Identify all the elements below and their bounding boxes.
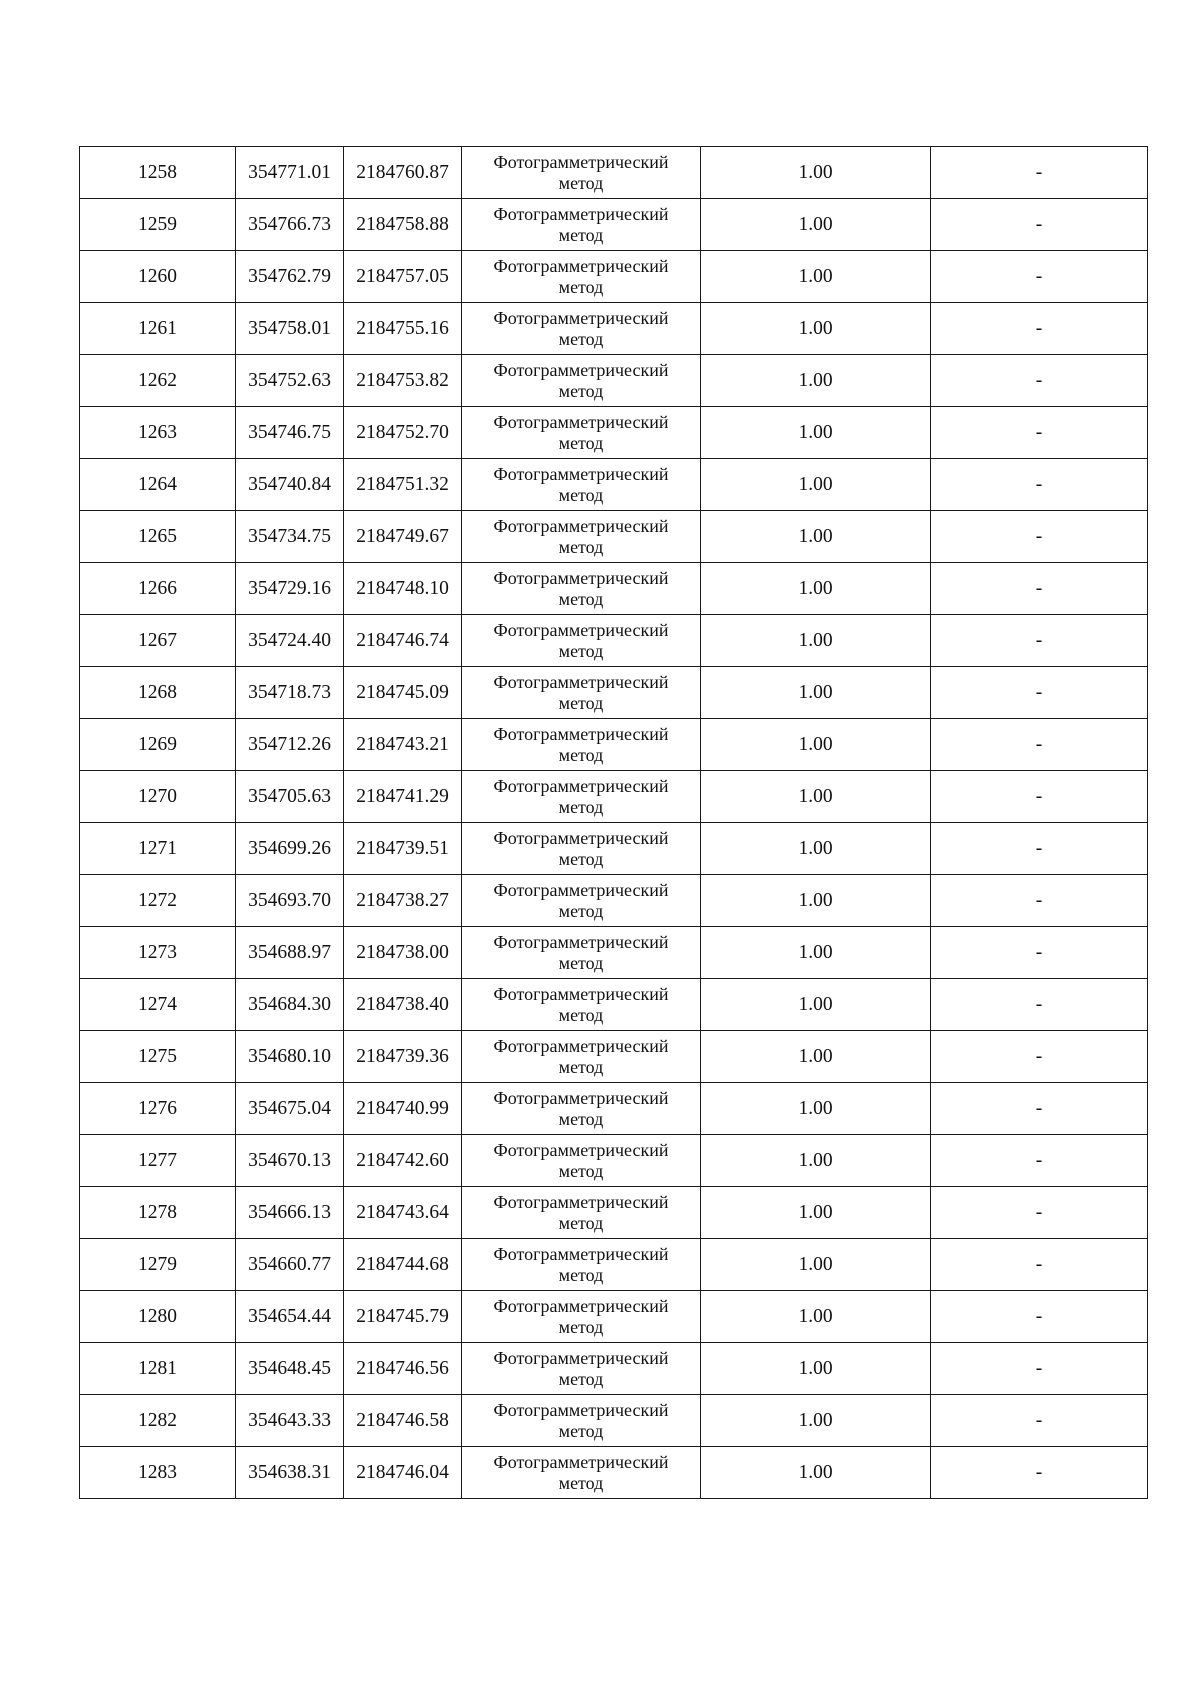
method-line-1: Фотограмметрический (493, 983, 669, 1004)
method-line-2: метод (558, 1368, 604, 1389)
x-coordinate-cell: 354666.13 (236, 1187, 344, 1239)
note-cell: - (931, 251, 1148, 303)
method-line-2: метод (558, 952, 604, 973)
point-number-cell: 1277 (80, 1135, 236, 1187)
table-row (80, 303, 1148, 355)
method-line-1: Фотограмметрический (493, 619, 669, 640)
method-line-1: Фотограмметрический (493, 775, 669, 796)
y-coordinate-cell: 2184757.05 (344, 251, 462, 303)
method-cell (462, 615, 701, 667)
method-cell (462, 1291, 701, 1343)
note-cell: - (931, 511, 1148, 563)
table-row (80, 875, 1148, 927)
note-cell: - (931, 407, 1148, 459)
method-line-2: метод (558, 172, 604, 193)
point-number-cell: 1260 (80, 251, 236, 303)
method-line-1: Фотограмметрический (493, 463, 669, 484)
x-coordinate-cell: 354654.44 (236, 1291, 344, 1343)
accuracy-cell: 1.00 (701, 407, 931, 459)
point-number-cell: 1280 (80, 1291, 236, 1343)
accuracy-cell: 1.00 (701, 771, 931, 823)
table-row (80, 1343, 1148, 1395)
method-line-1: Фотограмметрический (493, 1295, 669, 1316)
method-cell (462, 1447, 701, 1499)
method-line-2: метод (558, 484, 604, 505)
table-row (80, 979, 1148, 1031)
x-coordinate-cell: 354638.31 (236, 1447, 344, 1499)
accuracy-cell: 1.00 (701, 927, 931, 979)
point-number-cell: 1264 (80, 459, 236, 511)
x-coordinate-cell: 354752.63 (236, 355, 344, 407)
method-cell (462, 511, 701, 563)
point-number-cell: 1258 (80, 147, 236, 199)
x-coordinate-cell: 354705.63 (236, 771, 344, 823)
note-cell: - (931, 355, 1148, 407)
table-row (80, 1083, 1148, 1135)
method-cell (462, 667, 701, 719)
accuracy-cell: 1.00 (701, 1395, 931, 1447)
point-number-cell: 1262 (80, 355, 236, 407)
note-cell: - (931, 199, 1148, 251)
method-line-2: метод (558, 276, 604, 297)
point-number-cell: 1269 (80, 719, 236, 771)
table-row (80, 823, 1148, 875)
table-row (80, 199, 1148, 251)
method-cell (462, 407, 701, 459)
x-coordinate-cell: 354660.77 (236, 1239, 344, 1291)
method-line-2: метод (558, 1316, 604, 1337)
method-line-2: метод (558, 380, 604, 401)
method-line-1: Фотограмметрический (493, 411, 669, 432)
y-coordinate-cell: 2184744.68 (344, 1239, 462, 1291)
point-number-cell: 1270 (80, 771, 236, 823)
accuracy-cell: 1.00 (701, 1447, 931, 1499)
y-coordinate-cell: 2184738.00 (344, 927, 462, 979)
method-line-2: метод (558, 1056, 604, 1077)
table-row (80, 1031, 1148, 1083)
y-coordinate-cell: 2184746.04 (344, 1447, 462, 1499)
method-cell (462, 979, 701, 1031)
x-coordinate-cell: 354675.04 (236, 1083, 344, 1135)
point-number-cell: 1261 (80, 303, 236, 355)
method-line-1: Фотограмметрический (493, 671, 669, 692)
method-line-1: Фотограмметрический (493, 827, 669, 848)
accuracy-cell: 1.00 (701, 459, 931, 511)
coordinates-table-body (80, 147, 1148, 1499)
note-cell: - (931, 147, 1148, 199)
table-row (80, 667, 1148, 719)
method-line-2: метод (558, 328, 604, 349)
x-coordinate-cell: 354684.30 (236, 979, 344, 1031)
y-coordinate-cell: 2184752.70 (344, 407, 462, 459)
point-number-cell: 1279 (80, 1239, 236, 1291)
method-cell (462, 1083, 701, 1135)
note-cell: - (931, 1239, 1148, 1291)
x-coordinate-cell: 354648.45 (236, 1343, 344, 1395)
method-cell (462, 147, 701, 199)
y-coordinate-cell: 2184739.36 (344, 1031, 462, 1083)
method-line-2: метод (558, 536, 604, 557)
table-row (80, 251, 1148, 303)
y-coordinate-cell: 2184743.21 (344, 719, 462, 771)
method-line-2: метод (558, 744, 604, 765)
method-line-1: Фотограмметрический (493, 931, 669, 952)
y-coordinate-cell: 2184745.09 (344, 667, 462, 719)
method-line-1: Фотограмметрический (493, 203, 669, 224)
method-cell (462, 1187, 701, 1239)
y-coordinate-cell: 2184760.87 (344, 147, 462, 199)
method-line-1: Фотограмметрический (493, 1035, 669, 1056)
note-cell: - (931, 1083, 1148, 1135)
method-line-2: метод (558, 1108, 604, 1129)
point-number-cell: 1263 (80, 407, 236, 459)
note-cell: - (931, 1395, 1148, 1447)
method-line-1: Фотограмметрический (493, 1347, 669, 1368)
point-number-cell: 1281 (80, 1343, 236, 1395)
accuracy-cell: 1.00 (701, 355, 931, 407)
method-line-2: метод (558, 588, 604, 609)
y-coordinate-cell: 2184743.64 (344, 1187, 462, 1239)
method-cell (462, 1239, 701, 1291)
method-cell (462, 1343, 701, 1395)
method-line-1: Фотограмметрический (493, 723, 669, 744)
note-cell: - (931, 615, 1148, 667)
x-coordinate-cell: 354734.75 (236, 511, 344, 563)
x-coordinate-cell: 354724.40 (236, 615, 344, 667)
table-row (80, 1135, 1148, 1187)
method-line-2: метод (558, 640, 604, 661)
method-line-2: метод (558, 1472, 604, 1493)
accuracy-cell: 1.00 (701, 1187, 931, 1239)
accuracy-cell: 1.00 (701, 1135, 931, 1187)
y-coordinate-cell: 2184746.58 (344, 1395, 462, 1447)
method-line-1: Фотограмметрический (493, 1399, 669, 1420)
x-coordinate-cell: 354771.01 (236, 147, 344, 199)
accuracy-cell: 1.00 (701, 1031, 931, 1083)
y-coordinate-cell: 2184749.67 (344, 511, 462, 563)
table-row (80, 771, 1148, 823)
table-row (80, 719, 1148, 771)
y-coordinate-cell: 2184741.29 (344, 771, 462, 823)
method-cell (462, 199, 701, 251)
x-coordinate-cell: 354718.73 (236, 667, 344, 719)
y-coordinate-cell: 2184746.56 (344, 1343, 462, 1395)
method-cell (462, 1395, 701, 1447)
table-row (80, 1187, 1148, 1239)
method-line-1: Фотограмметрический (493, 567, 669, 588)
x-coordinate-cell: 354699.26 (236, 823, 344, 875)
point-number-cell: 1267 (80, 615, 236, 667)
method-cell (462, 355, 701, 407)
method-cell (462, 303, 701, 355)
point-number-cell: 1278 (80, 1187, 236, 1239)
table-row (80, 927, 1148, 979)
accuracy-cell: 1.00 (701, 615, 931, 667)
x-coordinate-cell: 354680.10 (236, 1031, 344, 1083)
y-coordinate-cell: 2184758.88 (344, 199, 462, 251)
y-coordinate-cell: 2184751.32 (344, 459, 462, 511)
point-number-cell: 1265 (80, 511, 236, 563)
note-cell: - (931, 719, 1148, 771)
x-coordinate-cell: 354688.97 (236, 927, 344, 979)
method-line-2: метод (558, 224, 604, 245)
y-coordinate-cell: 2184740.99 (344, 1083, 462, 1135)
x-coordinate-cell: 354758.01 (236, 303, 344, 355)
y-coordinate-cell: 2184755.16 (344, 303, 462, 355)
method-line-1: Фотограмметрический (493, 151, 669, 172)
table-row (80, 1291, 1148, 1343)
y-coordinate-cell: 2184742.60 (344, 1135, 462, 1187)
accuracy-cell: 1.00 (701, 1343, 931, 1395)
method-cell (462, 771, 701, 823)
point-number-cell: 1276 (80, 1083, 236, 1135)
table-row (80, 459, 1148, 511)
method-line-2: метод (558, 848, 604, 869)
accuracy-cell: 1.00 (701, 1083, 931, 1135)
method-line-2: метод (558, 1160, 604, 1181)
table-row (80, 563, 1148, 615)
method-line-1: Фотограмметрический (493, 1139, 669, 1160)
point-number-cell: 1272 (80, 875, 236, 927)
accuracy-cell: 1.00 (701, 979, 931, 1031)
x-coordinate-cell: 354740.84 (236, 459, 344, 511)
accuracy-cell: 1.00 (701, 667, 931, 719)
table-row (80, 615, 1148, 667)
note-cell: - (931, 563, 1148, 615)
accuracy-cell: 1.00 (701, 823, 931, 875)
method-cell (462, 563, 701, 615)
x-coordinate-cell: 354643.33 (236, 1395, 344, 1447)
note-cell: - (931, 1031, 1148, 1083)
point-number-cell: 1282 (80, 1395, 236, 1447)
table-row (80, 511, 1148, 563)
method-line-2: метод (558, 1212, 604, 1233)
method-line-1: Фотограмметрический (493, 879, 669, 900)
method-line-1: Фотограмметрический (493, 359, 669, 380)
method-line-2: метод (558, 1264, 604, 1285)
accuracy-cell: 1.00 (701, 1291, 931, 1343)
accuracy-cell: 1.00 (701, 719, 931, 771)
note-cell: - (931, 459, 1148, 511)
x-coordinate-cell: 354693.70 (236, 875, 344, 927)
note-cell: - (931, 667, 1148, 719)
accuracy-cell: 1.00 (701, 147, 931, 199)
point-number-cell: 1283 (80, 1447, 236, 1499)
point-number-cell: 1271 (80, 823, 236, 875)
x-coordinate-cell: 354729.16 (236, 563, 344, 615)
note-cell: - (931, 303, 1148, 355)
table-row (80, 147, 1148, 199)
coordinates-table (79, 146, 1148, 1499)
method-line-1: Фотограмметрический (493, 1087, 669, 1108)
method-cell (462, 875, 701, 927)
accuracy-cell: 1.00 (701, 303, 931, 355)
note-cell: - (931, 1135, 1148, 1187)
y-coordinate-cell: 2184738.27 (344, 875, 462, 927)
method-cell (462, 823, 701, 875)
note-cell: - (931, 1291, 1148, 1343)
note-cell: - (931, 823, 1148, 875)
y-coordinate-cell: 2184738.40 (344, 979, 462, 1031)
point-number-cell: 1275 (80, 1031, 236, 1083)
method-cell (462, 251, 701, 303)
method-line-1: Фотограмметрический (493, 1243, 669, 1264)
note-cell: - (931, 927, 1148, 979)
method-line-2: метод (558, 1420, 604, 1441)
method-cell (462, 459, 701, 511)
table-row (80, 355, 1148, 407)
method-cell (462, 1031, 701, 1083)
accuracy-cell: 1.00 (701, 251, 931, 303)
accuracy-cell: 1.00 (701, 563, 931, 615)
method-line-1: Фотограмметрический (493, 515, 669, 536)
method-cell (462, 1135, 701, 1187)
y-coordinate-cell: 2184745.79 (344, 1291, 462, 1343)
note-cell: - (931, 1447, 1148, 1499)
x-coordinate-cell: 354712.26 (236, 719, 344, 771)
point-number-cell: 1268 (80, 667, 236, 719)
point-number-cell: 1259 (80, 199, 236, 251)
note-cell: - (931, 1343, 1148, 1395)
note-cell: - (931, 875, 1148, 927)
method-cell (462, 927, 701, 979)
method-line-2: метод (558, 900, 604, 921)
table-row (80, 1447, 1148, 1499)
point-number-cell: 1273 (80, 927, 236, 979)
point-number-cell: 1266 (80, 563, 236, 615)
x-coordinate-cell: 354762.79 (236, 251, 344, 303)
y-coordinate-cell: 2184753.82 (344, 355, 462, 407)
note-cell: - (931, 979, 1148, 1031)
note-cell: - (931, 771, 1148, 823)
accuracy-cell: 1.00 (701, 875, 931, 927)
method-line-2: метод (558, 692, 604, 713)
x-coordinate-cell: 354746.75 (236, 407, 344, 459)
y-coordinate-cell: 2184739.51 (344, 823, 462, 875)
method-line-2: метод (558, 1004, 604, 1025)
method-line-1: Фотограмметрический (493, 1451, 669, 1472)
table-row (80, 407, 1148, 459)
method-line-1: Фотограмметрический (493, 1191, 669, 1212)
accuracy-cell: 1.00 (701, 511, 931, 563)
x-coordinate-cell: 354670.13 (236, 1135, 344, 1187)
method-line-1: Фотограмметрический (493, 255, 669, 276)
method-cell (462, 719, 701, 771)
accuracy-cell: 1.00 (701, 1239, 931, 1291)
accuracy-cell: 1.00 (701, 199, 931, 251)
table-row (80, 1395, 1148, 1447)
point-number-cell: 1274 (80, 979, 236, 1031)
y-coordinate-cell: 2184746.74 (344, 615, 462, 667)
y-coordinate-cell: 2184748.10 (344, 563, 462, 615)
x-coordinate-cell: 354766.73 (236, 199, 344, 251)
table-row (80, 1239, 1148, 1291)
method-line-2: метод (558, 796, 604, 817)
note-cell: - (931, 1187, 1148, 1239)
method-line-1: Фотограмметрический (493, 307, 669, 328)
method-line-2: метод (558, 432, 604, 453)
